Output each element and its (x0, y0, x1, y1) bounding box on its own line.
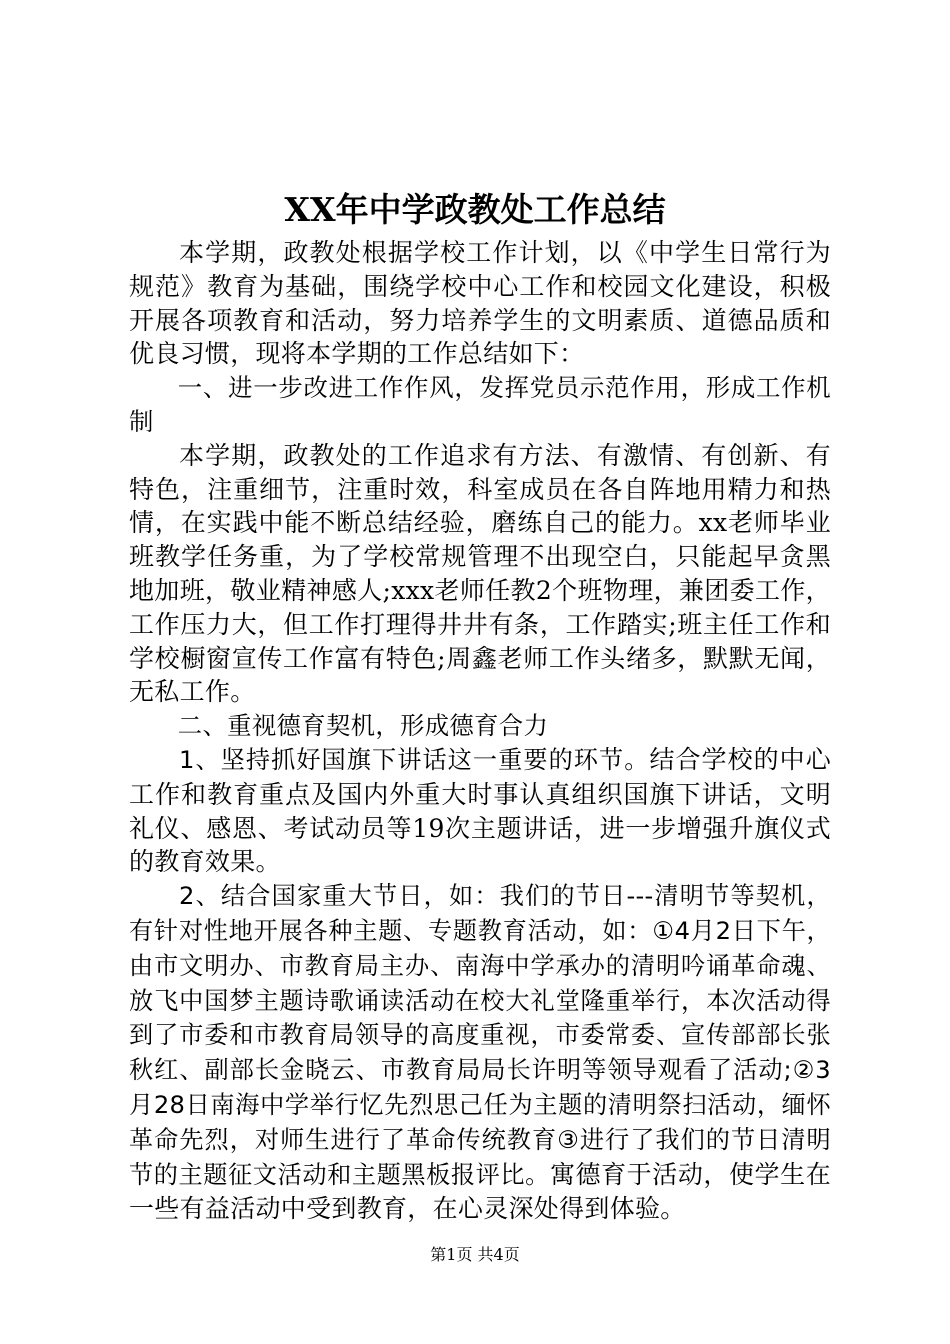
intro-paragraph: 本学期，政教处根据学校工作计划，以《中学生日常行为规范》教育为基础，围绕学校中心工作和校园文化建设，积极开展各项教育和活动，努力培养学生的文明素质、道德品质和优良习惯，现将本学期的工作总结如下： (129, 238, 831, 369)
document-title: XX年中学政教处工作总结 (284, 190, 666, 229)
section-2-heading: 二、重视德育契机，形成德育合力 (177, 711, 549, 741)
item-1-paragraph (129, 743, 831, 879)
document-body (129, 236, 831, 1226)
item-2-tail: 寓德育于活动，使学生在一些有益活动中受到教育，在心灵深处得到体验。 (129, 1159, 831, 1224)
item-1-lead: 1、坚持抓好国旗下讲话这一重要的环节。 (179, 745, 650, 774)
section-1-heading: 一、进一步改进工作作风，发挥党员示范作用，形成工作机制 (129, 373, 831, 436)
page-footer: 第1页 共4页 (430, 1245, 520, 1264)
item-2-lead: 2、结合国家重大节日，如：我们的节日---清明节等契机，有针对性地开展各种主题、专题教育活动，如：①4月2日下午，由市文明办、市教育局主办、南海中学承办的清明吟诵革命魂、放飞中国梦主题诗歌诵读活动在校大礼堂隆重举行，本次活动得到了市委和市教育局领导的高度重视，市委常委、宣传部部长张秋红、副部长金晓云、市教育局局长许明等领导观看了活动;②3月28日南海中学举行忆先烈思己任为主题的清明祭扫活动，缅怀革命先烈，对师生进行了革命传统教育③进行了我们的节日清明节的主题征文活动和主题黑板报评比。 (129, 882, 831, 1189)
item-1-body: 结合学校的中心工作和教育重点及国内外重大时事认真组织国旗下讲话，文明礼仪、感恩、考试动员等19次主题讲话，进一步增强升旗仪式的教育效果。 (129, 744, 831, 877)
item-2-paragraph (129, 879, 831, 1226)
section-1-paragraph: 本学期，政教处的工作追求有方法、有激情、有创新、有特色，注重细节，注重时效，科室成员在各自阵地用精力和热情，在实践中能不断总结经验，磨练自己的能力。xx老师毕业班教学任务重，为了学校常规管理不出现空白，只能起早贪黑地加班，敬业精神感人;xxx老师任教2个班物理，兼团委工作，工作压力大，但工作打理得井井有条，工作踏实;班主任工作和学校橱窗宣传工作富有特色;周鑫老师工作头绪多，默默无闻，无私工作。 (129, 440, 831, 707)
